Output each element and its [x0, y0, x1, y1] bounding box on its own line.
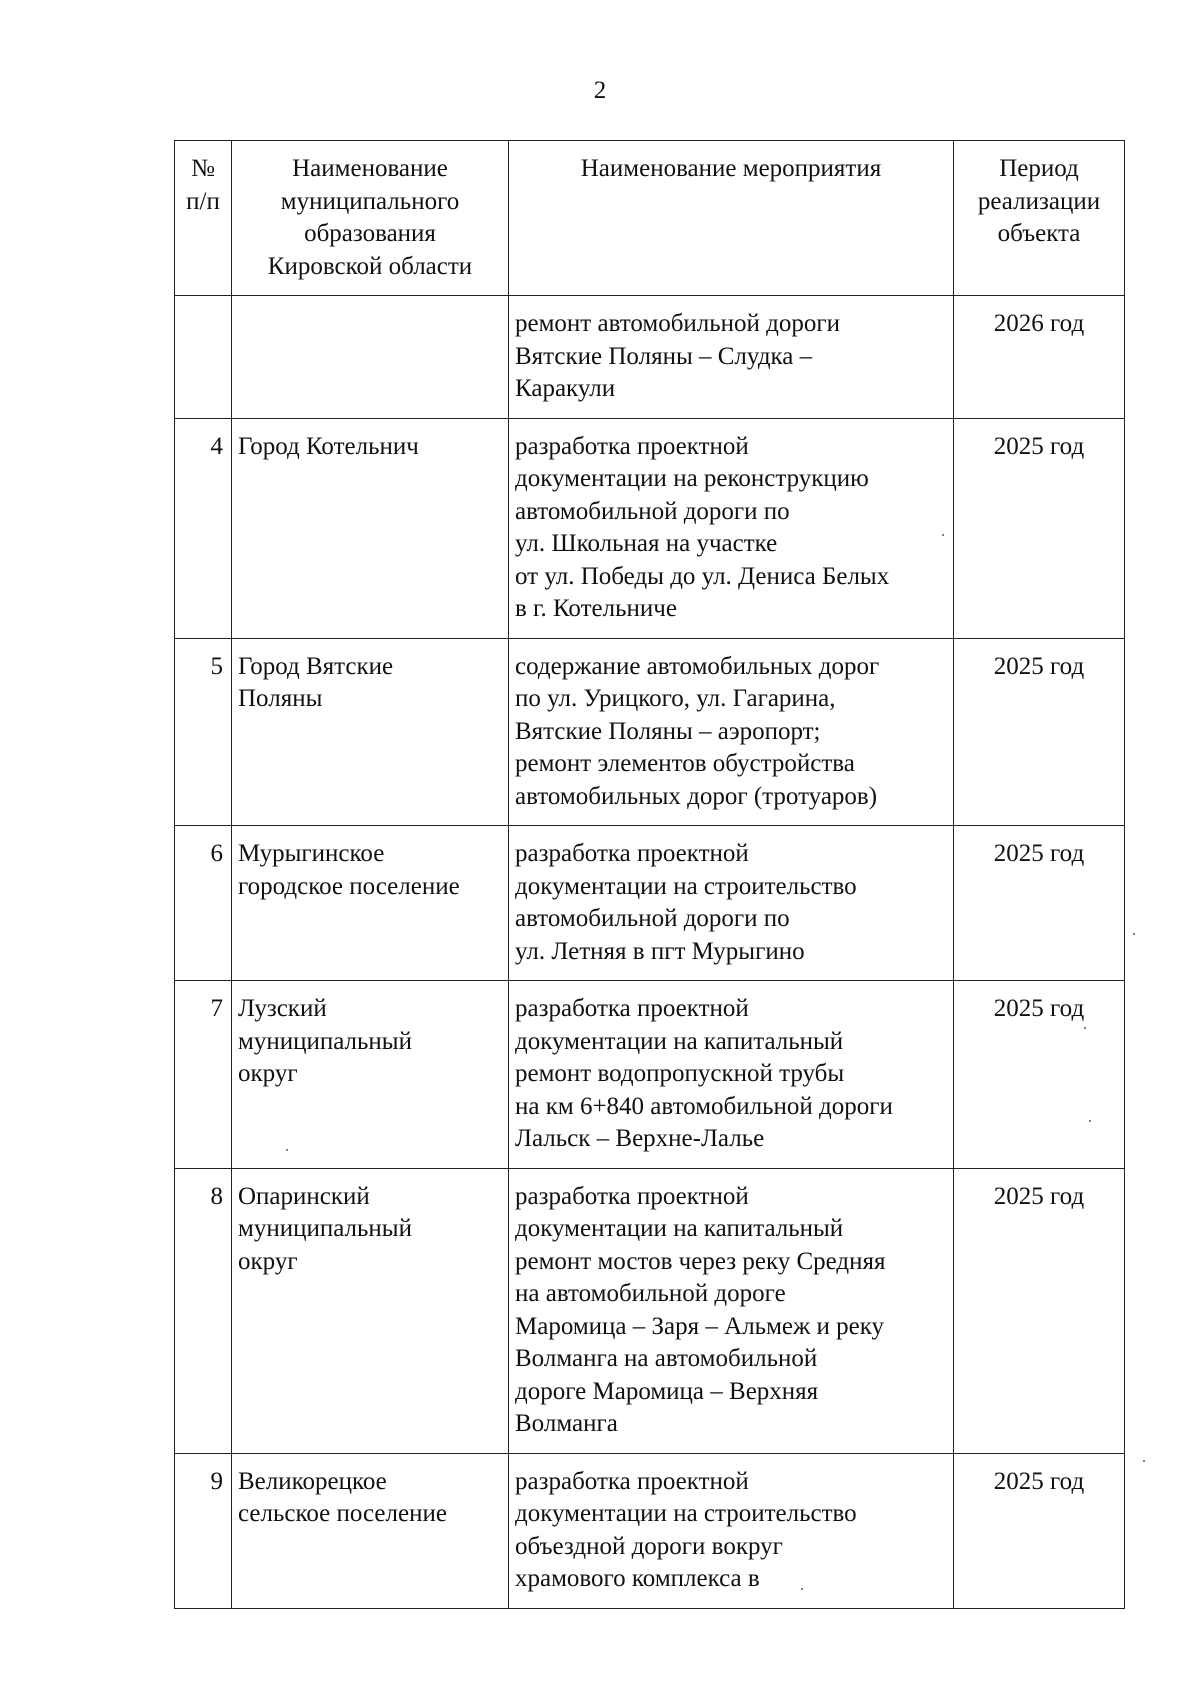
event-line: по ул. Урицкого, ул. Гагарина,	[515, 685, 836, 712]
scan-speck	[1089, 1120, 1091, 1122]
event-line: разработка проектной	[515, 1467, 749, 1495]
event-line: от ул. Победы до ул. Дениса Белых	[515, 562, 890, 590]
scan-speck	[801, 1588, 803, 1590]
table-row	[175, 418, 1125, 638]
header-municipality-line: образования	[304, 220, 436, 247]
municipality-line: муниципальный	[238, 1215, 412, 1242]
period-cell: 2025 год	[954, 826, 1125, 981]
event-line: ул. Летняя в пгт Мурыгино	[515, 937, 805, 965]
scan-speck	[1143, 1460, 1145, 1462]
municipality-line: сельское поселение	[238, 1500, 447, 1527]
header-event	[509, 141, 954, 296]
scan-speck	[286, 1149, 288, 1151]
event-line: Волманга на автомобильной	[515, 1345, 818, 1372]
event-cell	[509, 1168, 954, 1453]
table-row	[175, 981, 1125, 1169]
municipality-line: округ	[238, 1060, 298, 1087]
header-municipality-line: муниципального	[280, 187, 460, 215]
event-line: документации на капитальный	[515, 1027, 844, 1055]
event-line: Вятские Поляны – аэропорт;	[515, 717, 821, 745]
event-line: Маромица – Заря – Альмеж и реку	[515, 1312, 885, 1340]
event-line: автомобильной дороги по	[515, 497, 790, 525]
event-line: содержание автомобильных дорог	[515, 652, 880, 680]
event-line: дороге Маромица – Верхняя	[515, 1377, 819, 1405]
municipality-line: Великорецкое	[238, 1467, 387, 1495]
header-period-line: объекта	[997, 220, 1081, 247]
event-line: ремонт автомобильной дороги	[515, 310, 841, 337]
event-line: документации на строительство	[515, 1500, 857, 1527]
event-line: автомобильной дороги по	[515, 905, 790, 932]
event-line: Лальск – Верхне-Лалье	[515, 1125, 765, 1152]
header-period	[954, 141, 1125, 296]
event-line: ремонт элементов обустройства	[515, 750, 855, 777]
measures-table	[174, 140, 1125, 1609]
municipality-line: муниципальный	[238, 1027, 412, 1055]
event-line: храмового комплекса в	[515, 1565, 760, 1592]
event-line: Волманга	[515, 1410, 618, 1437]
header-period-line: реализации	[977, 187, 1101, 215]
event-line: ул. Школьная на участке	[515, 530, 778, 557]
municipality-line: Мурыгинское	[238, 840, 385, 867]
municipality-cell	[232, 1168, 509, 1453]
table-row	[175, 638, 1125, 826]
table-body	[175, 296, 1125, 1609]
period-cell: 2025 год	[954, 1453, 1125, 1608]
event-cell	[509, 638, 954, 826]
municipality-line: Город Котельнич	[238, 432, 419, 460]
period-cell: 2025 год	[954, 418, 1125, 638]
event-line: документации на реконструкцию	[515, 465, 869, 492]
event-line: разработка проектной	[515, 1182, 749, 1210]
row-number: 6	[175, 826, 232, 981]
header-municipality-line: Наименование	[292, 155, 448, 182]
municipality-line: Поляны	[238, 685, 323, 712]
table-row	[175, 1453, 1125, 1608]
row-number: 4	[175, 418, 232, 638]
row-number	[175, 296, 232, 419]
event-cell	[509, 981, 954, 1169]
event-line: Вятские Поляны – Слудка –	[515, 342, 813, 370]
event-line: документации на капитальный	[515, 1215, 844, 1242]
event-cell	[509, 826, 954, 981]
header-num	[175, 141, 232, 296]
municipality-cell	[232, 418, 509, 638]
row-number: 7	[175, 981, 232, 1169]
page-number: 2	[593, 77, 607, 104]
event-line: ремонт водопропускной трубы	[515, 1060, 845, 1087]
row-number: 8	[175, 1168, 232, 1453]
period-cell: 2026 год	[954, 296, 1125, 419]
header-num-line: п/п	[186, 187, 220, 215]
municipality-cell	[232, 981, 509, 1169]
municipality-cell	[232, 826, 509, 981]
table-header-row	[175, 141, 1125, 296]
event-cell	[509, 1453, 954, 1608]
scan-speck	[1133, 933, 1135, 935]
municipality-cell	[232, 296, 509, 419]
table-row	[175, 1168, 1125, 1453]
event-line: на автомобильной дороге	[515, 1280, 786, 1307]
event-line: Каракули	[515, 375, 616, 402]
header-event-line: Наименование мероприятия	[580, 155, 882, 182]
event-line: на км 6+840 автомобильной дороги	[515, 1092, 893, 1120]
municipality-cell	[232, 1453, 509, 1608]
municipality-line: Город Вятские	[238, 652, 394, 680]
event-line: в г. Котельниче	[515, 595, 677, 622]
scan-speck	[942, 534, 944, 536]
municipality-line: округ	[238, 1247, 298, 1275]
event-line: объездной дороги вокруг	[515, 1532, 783, 1560]
municipality-cell	[232, 638, 509, 826]
municipality-line: Опаринский	[238, 1182, 370, 1210]
period-cell: 2025 год	[954, 638, 1125, 826]
event-cell	[509, 296, 954, 419]
table-row	[175, 826, 1125, 981]
header-num-line: №	[191, 155, 215, 182]
event-line: разработка проектной	[515, 995, 749, 1022]
event-line: автомобильных дорог (тротуаров)	[515, 782, 878, 810]
municipality-line: Лузский	[238, 995, 327, 1022]
header-municipality	[232, 141, 509, 296]
municipality-line: городское поселение	[238, 872, 460, 900]
header-municipality-line: Кировской области	[267, 252, 473, 280]
event-cell	[509, 418, 954, 638]
event-line: разработка проектной	[515, 432, 749, 460]
scan-speck	[1084, 1027, 1086, 1029]
row-number: 5	[175, 638, 232, 826]
period-cell: 2025 год	[954, 1168, 1125, 1453]
header-period-line: Период	[999, 155, 1079, 182]
event-line: разработка проектной	[515, 840, 749, 867]
period-cell: 2025 год	[954, 981, 1125, 1169]
event-line: документации на строительство	[515, 872, 857, 900]
table-row	[175, 296, 1125, 419]
event-line: ремонт мостов через реку Средняя	[515, 1247, 886, 1275]
row-number: 9	[175, 1453, 232, 1608]
